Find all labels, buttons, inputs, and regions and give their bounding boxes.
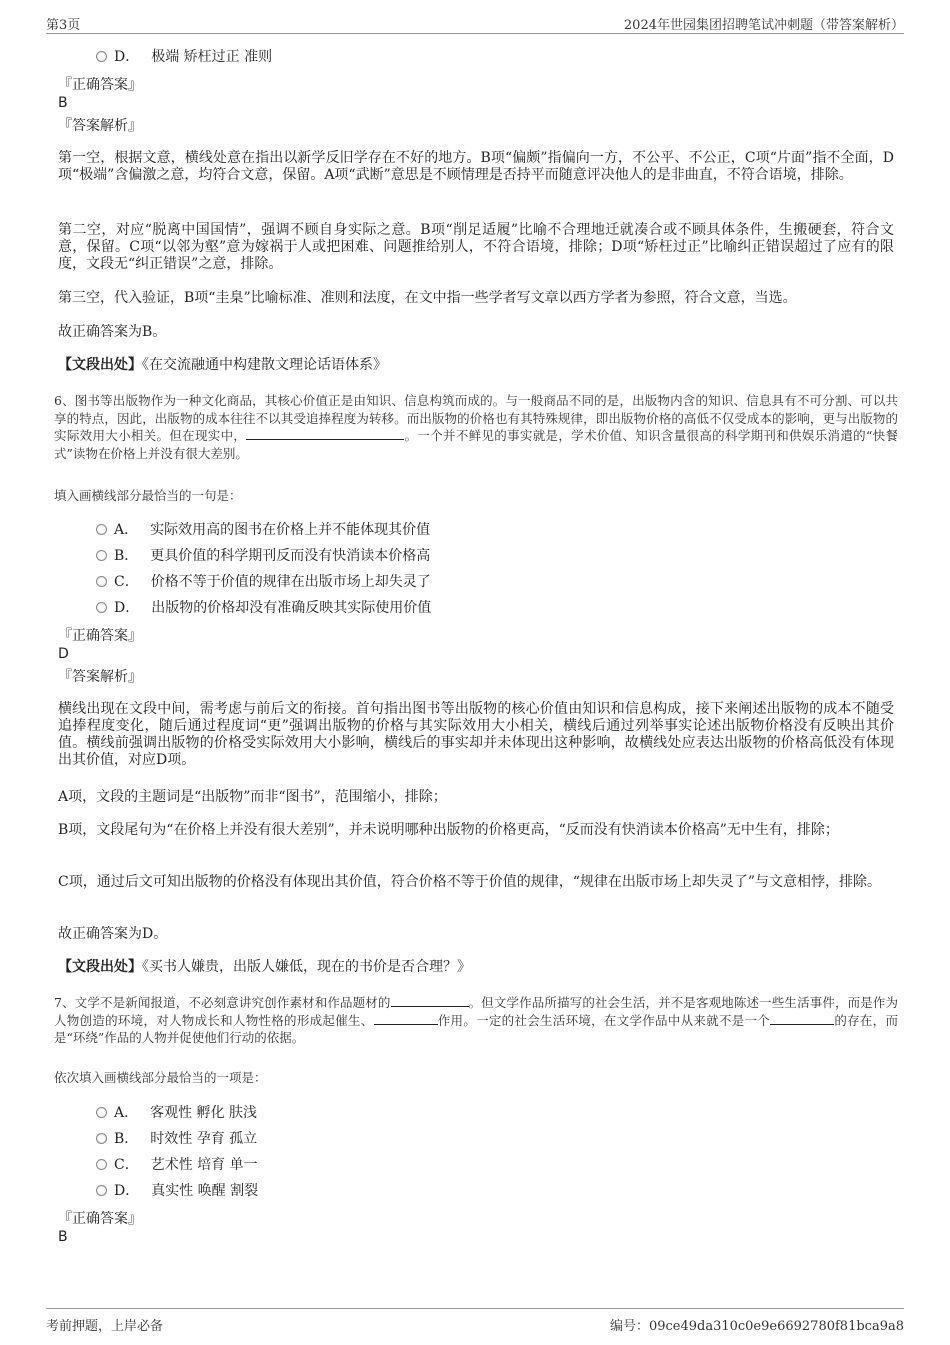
q6-answer-label: 『正确答案』 [58, 628, 142, 644]
q6-option-b[interactable]: B． 更具价值的科学期刊反而没有快消读本价格高 [96, 546, 430, 566]
answer-blank [374, 1013, 438, 1025]
radio-icon[interactable] [96, 1107, 107, 1118]
q6-option-a[interactable]: A． 实际效用高的图书在价格上并不能体现其价值 [96, 520, 430, 540]
q6-analysis-paragraph: 横线出现在文段中间，需考虑与前后文的衔接。首句指出图书等出版物的核心价值由知识和信息构成，接下来阐述出版物的成本不随受追捧程度变化，随后通过程度词“更”强调出版物的价格与其实际效用大小相关，横线后通过列举事实论述出版物价格没有反映出其价值。横线前强调出版物的价格受实际效用大小影响，横线后的事实却并未体现出这种影响，故横线处应表达出版物的价格高低没有体现出其价值，对应D项。 [58, 701, 894, 768]
q6-answer: D [58, 646, 69, 662]
q6-stem: 6、图书等出版物作为一种文化商品，其核心价值正是由知识、信息构筑而成的。与一般商品不同的是，出版物内含的知识、信息具有不可分割、可以共享的特点，因此，出版物的成本往往不以其受追捧程度为转移。而出版物的价格也有其特殊规律，即出版物价格的高低不仅受成本的影响，更与出版物的实际效用大小相关。但在现实中， 。一个并不鲜见的事实就是，学术价值、知识含量很高的科学期刊和供娱乐消遣的“快餐式”读物在价格上并没有很大差别。 [54, 393, 898, 461]
q6-option-c[interactable]: C． 价格不等于价值的规律在出版市场上却失灵了 [96, 572, 431, 592]
q5-answer: B [58, 95, 68, 111]
q7-option-d[interactable]: D． 真实性 唤醒 割裂 [96, 1181, 258, 1201]
q7-answer-label: 『正确答案』 [58, 1211, 142, 1227]
radio-icon[interactable] [96, 602, 107, 613]
answer-blank [246, 428, 404, 440]
q6-source [58, 959, 894, 976]
q7-prompt: 依次填入画横线部分最恰当的一项是： [54, 1070, 267, 1085]
q5-source [58, 357, 894, 374]
radio-icon[interactable] [96, 524, 107, 535]
q7-option-c[interactable]: C． 艺术性 培育 单一 [96, 1155, 258, 1175]
document-title: 2024年世园集团招聘笔试冲刺题（带答案解析） [623, 18, 904, 33]
q6-analysis-paragraph: C项，通过后文可知出版物的价格没有体现出其价值，符合价格不等于价值的规律，“规律在出版市场上却失灵了”与文意相悖，排除。 [58, 874, 882, 890]
source-title: 《在交流融通中构建散文理论话语体系》 [142, 357, 387, 373]
q7-stem: 7、文学不是新闻报道，不必刻意讲究创作素材和作品题材的 。但文学作品所描写的社会生活，并不是客观地陈述一些生活事件，而是作为人物创造的环境，对人物成长和人物性格的形成起催生、 作用。一定的社会生活环境，在文学作品中从来就不是一个 的存在，而是“环绕”作品的人物并促使他们行动的依据。 [54, 995, 898, 1045]
radio-icon[interactable] [96, 576, 107, 587]
q6-conclusion: 故正确答案为D。 [58, 926, 168, 942]
q6-analysis-paragraph: B项，文段尾句为“在价格上并没有很大差别”，并未说明哪种出版物的价格更高，“反而没有快消读本价格高”无中生有，排除； [58, 822, 839, 838]
q6-analysis-label: 『答案解析』 [58, 669, 142, 685]
q6-analysis-paragraph: A项，文段的主题词是“出版物”而非“图书”，范围缩小，排除； [58, 789, 447, 805]
q7-answer: B [58, 1229, 68, 1245]
source-tag: 【文段出处】 [58, 959, 142, 975]
q5-conclusion: 故正确答案为B。 [58, 324, 167, 340]
radio-icon[interactable] [96, 550, 107, 561]
radio-icon[interactable] [96, 1133, 107, 1144]
q7-option-a[interactable]: A． 客观性 孵化 肤浅 [96, 1103, 257, 1123]
page-number: 第3页 [46, 18, 81, 33]
radio-icon[interactable] [96, 51, 107, 62]
q6-option-d[interactable]: D． 出版物的价格却没有准确反映其实际使用价值 [96, 598, 431, 618]
q5-analysis-paragraph: 第三空，代入验证，B项“圭臬”比喻标准、准则和法度，在文中指一些学者写文章以西方学者为参照，符合文意，当选。 [58, 290, 797, 306]
answer-blank [770, 1013, 834, 1025]
answer-blank [391, 995, 469, 1007]
radio-icon[interactable] [96, 1185, 107, 1196]
page-header [46, 12, 904, 34]
q6-prompt: 填入画横线部分最恰当的一句是： [54, 488, 242, 503]
q5-analysis-paragraph: 第二空，对应“脱离中国国情”，强调不顾自身实际之意。B项“削足适履”比喻不合理地迁就凑合或不顾具体条件，生搬硬套，符合文意，保留。C项“以邻为壑”意为嫁祸于人或把困难、问题推给别人，不符合语境，排除；D项“矫枉过正”比喻纠正错误超过了应有的限度，文段无“纠正错误”之意，排除。 [58, 222, 894, 272]
document-code: 编号：09ce49da310c0e9e6692780f81bca9a8 [609, 1319, 904, 1334]
page-footer [46, 1308, 904, 1336]
q5-option-d[interactable]: D． 极端 矫枉过正 准则 [96, 47, 272, 67]
q5-analysis-label: 『答案解析』 [58, 118, 142, 134]
source-title: 《买书人嫌贵，出版人嫌低，现在的书价是否合理？》 [142, 959, 471, 975]
q5-answer-label: 『正确答案』 [58, 77, 142, 93]
radio-icon[interactable] [96, 1159, 107, 1170]
q5-analysis-paragraph: 第一空，根据文意，横线处意在指出以新学反旧学存在不好的地方。B项“偏颇”指偏向一方，不公平、不公正，C项“片面”指不全面，D项“极端”含偏激之意，均符合文意，保留。A项“武断”意思是不顾情理是否持平而随意评决他人的是非曲直，不符合语境，排除。 [58, 150, 894, 183]
q7-option-b[interactable]: B． 时效性 孕育 孤立 [96, 1129, 257, 1149]
source-tag: 【文段出处】 [58, 357, 142, 373]
footer-slogan: 考前押题，上岸必备 [46, 1319, 164, 1334]
